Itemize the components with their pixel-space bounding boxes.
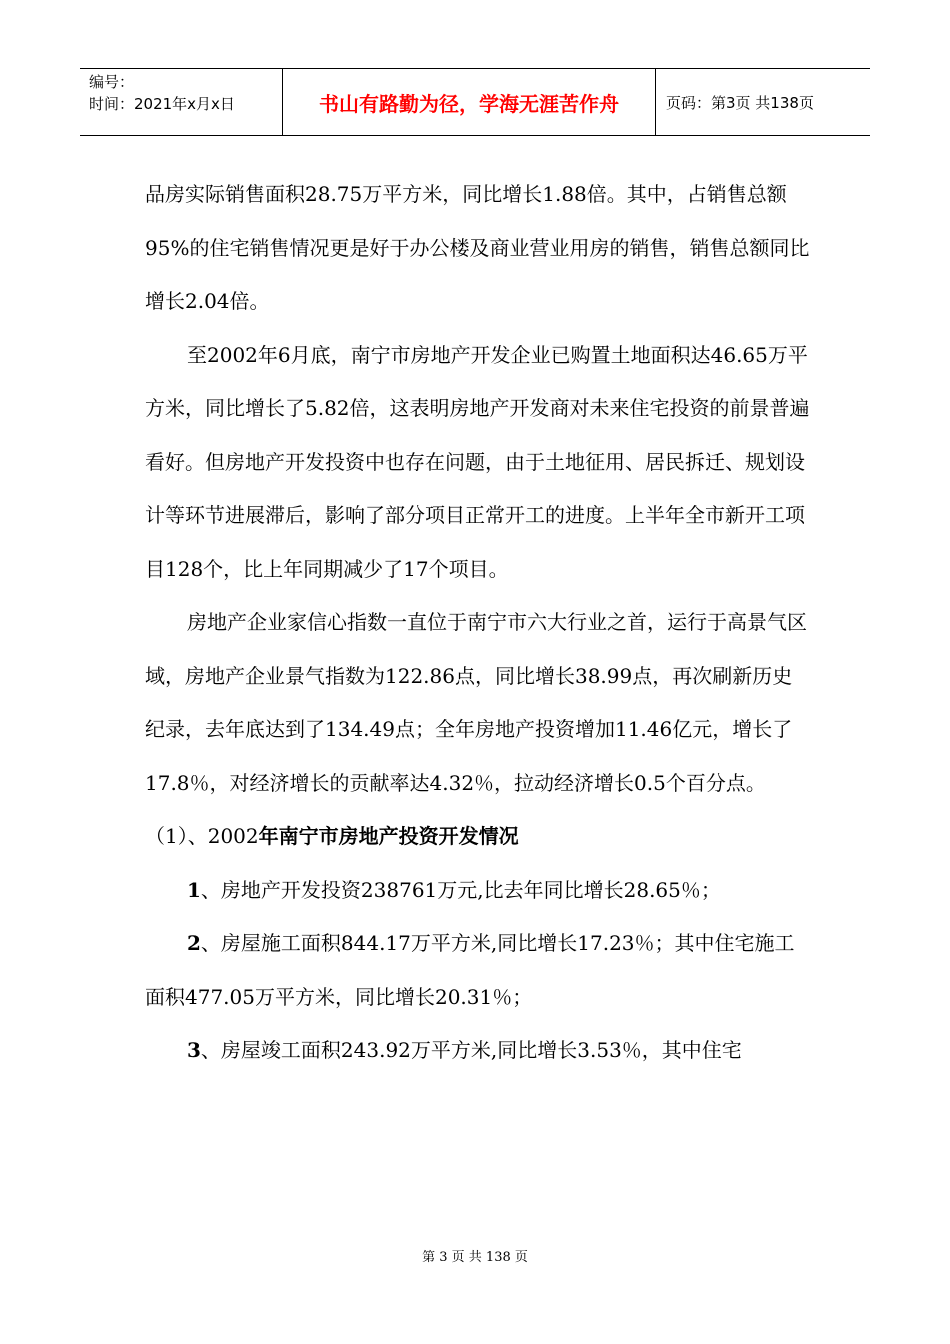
header-table (80, 68, 870, 136)
list-item-number: 1 (187, 877, 201, 902)
header-motto: 书山有路勤为径，学海无涯苦作舟 (283, 69, 656, 135)
document-body (145, 168, 810, 1078)
list-item-1 (145, 864, 810, 918)
section-prefix: （1）、2002 (145, 824, 259, 848)
page-footer: 第 3 页 共 138 页 (422, 1250, 528, 1265)
paragraph-2: 至2002年6月底，南宁市房地产开发企业已购置土地面积达46.65万平方米，同比增长了5.82倍，这表明房地产开发商对未来住宅投资的前景普遍看好。但房地产开发投资中也存在问题，由于土地征用、居民拆迁、规划设计等环节进展滞后，影响了部分项目正常开工的进度。上半年全市新开工项目128个，比上年同期减少了17个项目。 (145, 342, 810, 581)
list-item-3 (145, 1024, 810, 1078)
list-item-number: 2 (187, 931, 201, 955)
section-heading (145, 810, 810, 864)
doc-number-label: 编号： (89, 73, 135, 91)
list-item-text: 、房屋竣工面积243.92万平方米,同比增长3.53％，其中住宅 (200, 1038, 742, 1062)
paragraph-1: 品房实际销售面积28.75万平方米，同比增长1.88倍。其中，占销售总额95%的住宅销售情况更是好于办公楼及商业营业用房的销售，销售总额同比增长2.04倍。 (145, 182, 810, 313)
paragraph-3: 房地产企业家信心指数一直位于南宁市六大行业之首，运行于高景气区域，房地产企业景气指数为122.86点，同比增长38.99点，再次刷新历史纪录，去年底达到了134.49点；全年房地产投资增加11.46亿元，增长了17.8％，对经济增长的贡献率达4.32％，拉动经济增长0.5个百分点。 (145, 610, 807, 795)
header-page-info: 页码：第3页 共138页 (666, 93, 814, 112)
header-left-cell (80, 69, 283, 135)
doc-time-label: 时间：2021年x月x日 (89, 95, 235, 113)
list-item-text: 、房屋施工面积844.17万平方米,同比增长17.23％；其中住宅施工面积477.05万平方米，同比增长20.31％； (145, 931, 795, 1009)
section-title: 年南宁市房地产投资开发情况 (258, 824, 519, 848)
list-item-number: 3 (187, 1038, 201, 1062)
list-item-text: 、房地产开发投资238761万元,比去年同比增长28.65％； (200, 877, 721, 902)
list-item-2 (145, 917, 810, 1024)
